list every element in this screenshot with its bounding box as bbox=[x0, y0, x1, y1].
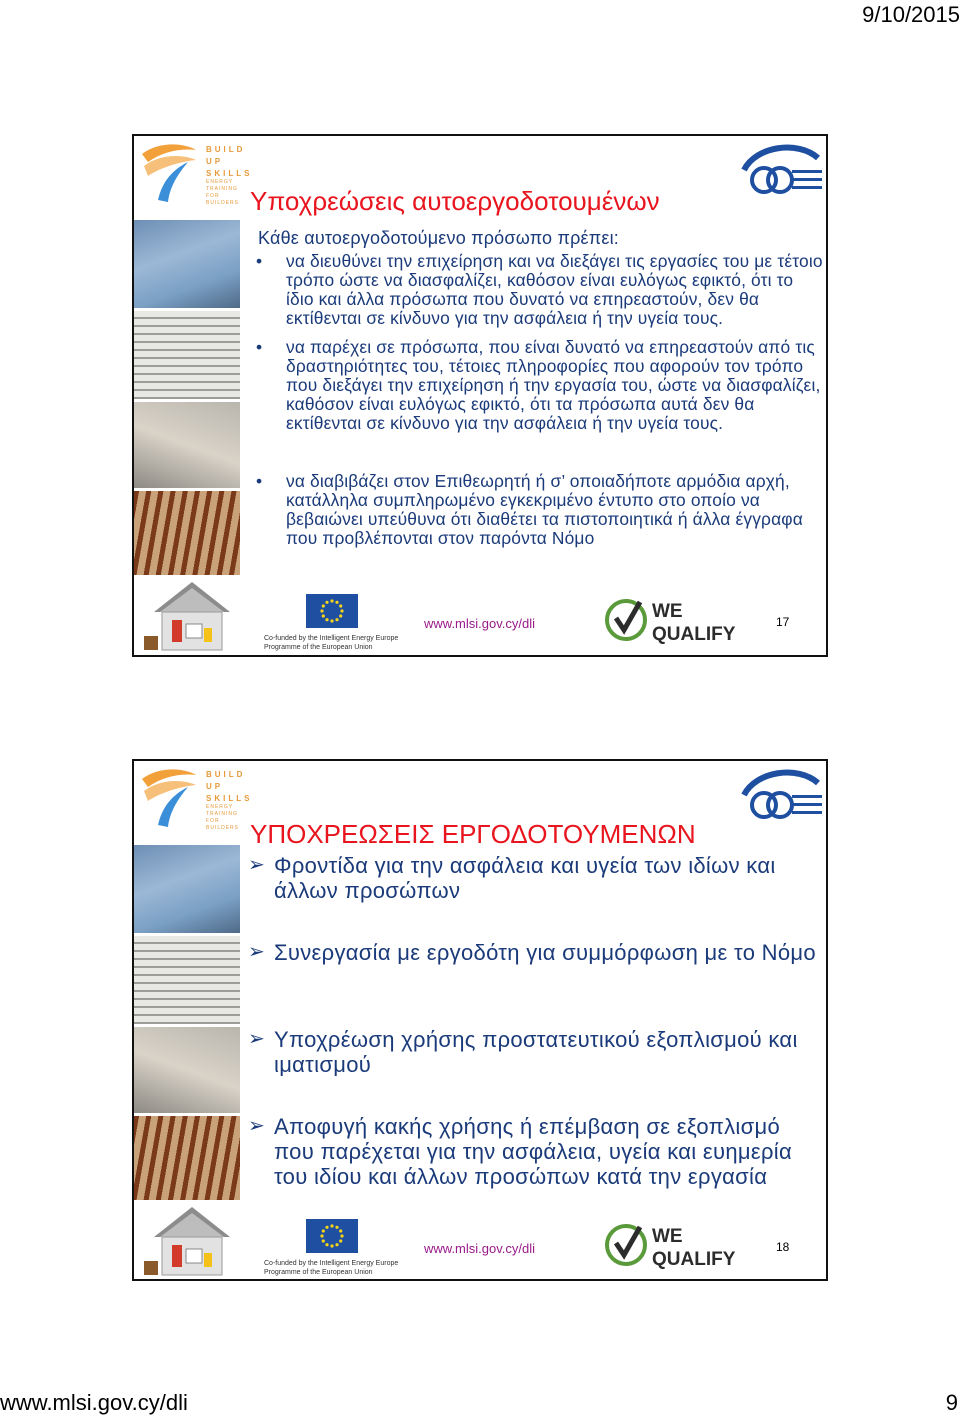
pergola-photo bbox=[134, 1116, 240, 1200]
build-up-skills-logo-icon bbox=[138, 140, 200, 204]
plastering-photo bbox=[134, 402, 240, 488]
slide-left-strip bbox=[134, 136, 253, 655]
bullet-icon: • bbox=[256, 337, 263, 357]
list-item-text: Αποφυγή κακής χρήσης ή επέμβαση σε εξοπλισμό που παρέχεται για την ασφάλεια, υγεία και ευημερία του ιδίου και άλλων προσώπων κατά την εργασία bbox=[274, 1114, 792, 1189]
pergola-photo bbox=[134, 491, 240, 575]
slide-url: www.mlsi.gov.cy/dli bbox=[424, 1241, 536, 1256]
plastering-photo bbox=[134, 1027, 240, 1113]
slide-left-strip bbox=[134, 761, 253, 1279]
slide-18 bbox=[132, 759, 828, 1281]
we-qualify-logo-icon bbox=[604, 1221, 754, 1269]
house-illustration-icon bbox=[144, 578, 240, 652]
bullet-list bbox=[254, 252, 824, 548]
build-up-skills-subtext: ENERGY TRAINING FOR BUILDERS bbox=[206, 179, 240, 206]
list-item-text: Φροντίδα για την ασφάλεια και υγεία των ιδίων και άλλων προσώπων bbox=[274, 853, 776, 903]
cofunded-text: Co-funded by the Intelligent Energy Europe Programme of the European Union bbox=[264, 635, 399, 651]
slide-number: 17 bbox=[776, 615, 790, 629]
list-item bbox=[254, 252, 824, 338]
list-item-text: Υποχρέωση χρήσης προστατευτικού εξοπλισμού και ιματισμού bbox=[274, 1027, 798, 1077]
page-date: 9/10/2015 bbox=[862, 2, 960, 27]
arrow-bullet-icon: ➢ bbox=[248, 1115, 266, 1137]
svg-text:WE: WE bbox=[652, 1226, 683, 1247]
slide-17 bbox=[132, 134, 828, 657]
build-up-skills-text: BUILD UP SKILLS bbox=[206, 770, 253, 803]
list-item-text: να διαβιβάζει στον Επιθεωρητή ή σ’ οποιαδήποτε αρμόδια αρχή, κατάλληλα συμπληρωμένο εγκεκριμένο έντυπο στο οποίο να βεβαιώνει υπεύθυνα ότι διαθέτει τα πιστοποιητικά ή άλλα έγγραφα που προβλέπονται στον παρόντα Νόμο bbox=[286, 471, 803, 548]
list-item bbox=[248, 940, 818, 1027]
arrow-bullet-icon: ➢ bbox=[248, 941, 266, 963]
build-up-skills-logo-icon bbox=[138, 765, 200, 829]
arrow-bullet-icon: ➢ bbox=[248, 1028, 266, 1050]
build-up-skills-text: BUILD UP SKILLS bbox=[206, 145, 253, 178]
slide-number: 18 bbox=[776, 1240, 790, 1254]
worker-roof-photo bbox=[134, 845, 240, 933]
shutters-photo bbox=[134, 936, 240, 1024]
we-qualify-logo-icon bbox=[604, 596, 754, 644]
page-footer-url: www.mlsi.gov.cy/dli bbox=[0, 1390, 188, 1415]
svg-text:WE: WE bbox=[652, 601, 683, 622]
arrow-list bbox=[248, 853, 818, 1189]
agency-logo-icon bbox=[738, 765, 824, 827]
eu-flag-icon bbox=[306, 594, 358, 628]
list-item bbox=[248, 1114, 818, 1189]
list-item bbox=[248, 853, 818, 940]
shutters-photo bbox=[134, 311, 240, 399]
list-item-text: Συνεργασία με εργοδότη για συμμόρφωση με το Νόμο bbox=[274, 940, 816, 965]
slide-url: www.mlsi.gov.cy/dli bbox=[424, 616, 536, 631]
slide-intro: Κάθε αυτοεργοδοτούμενο πρόσωπο πρέπει: bbox=[258, 228, 619, 248]
arrow-bullet-icon: ➢ bbox=[248, 854, 266, 876]
list-item bbox=[254, 338, 824, 472]
list-item-text: να διευθύνει την επιχείρηση και να διεξάγει τις εργασίες του με τέτοιο τρόπο ώστε να διασφαλίζει, καθόσον είναι ευλόγως εφικτό, ότι το ίδιο και άλλα πρόσωπα που δυνατό να επηρεαστούν, δεν θα εκτίθενται σε κίνδυνο για την ασφάλεια ή την υγεία τους. bbox=[286, 251, 823, 328]
agency-logo-icon bbox=[738, 140, 824, 202]
slide-title: ΥΠΟΧΡΕΩΣΕΙΣ ΕΡΓΟΔΟΤΟΥΜΕΝΩΝ bbox=[250, 819, 696, 849]
house-illustration-icon bbox=[144, 1203, 240, 1277]
worker-roof-photo bbox=[134, 220, 240, 308]
svg-text:QUALIFY: QUALIFY bbox=[652, 1249, 736, 1269]
list-item bbox=[254, 472, 824, 548]
page-number: 9 bbox=[945, 1390, 958, 1415]
eu-flag-icon bbox=[306, 1219, 358, 1253]
bullet-icon: • bbox=[256, 471, 263, 491]
slide-title: Υποχρεώσεις αυτοεργοδοτουμένων bbox=[250, 186, 660, 216]
svg-text:QUALIFY: QUALIFY bbox=[652, 624, 736, 644]
cofunded-text: Co-funded by the Intelligent Energy Europe Programme of the European Union bbox=[264, 1260, 399, 1276]
list-item-text: να παρέχει σε πρόσωπα, που είναι δυνατό να επηρεαστούν από τις δραστηριότητες του, τέτοιες πληροφορίες που αφορούν τον τρόπο που διεξάγει την επιχείρηση ή την εργασία του, ώστε να διασφαλίζει, καθόσον είναι ευλόγως εφικτό, ότι τα πρόσωπα αυτά δεν θα εκτίθενται σε κίνδυνο για την ασφάλεια ή την υγεία τους. bbox=[286, 337, 821, 433]
build-up-skills-subtext: ENERGY TRAINING FOR BUILDERS bbox=[206, 804, 240, 831]
bullet-icon: • bbox=[256, 251, 263, 271]
list-item bbox=[248, 1027, 818, 1114]
